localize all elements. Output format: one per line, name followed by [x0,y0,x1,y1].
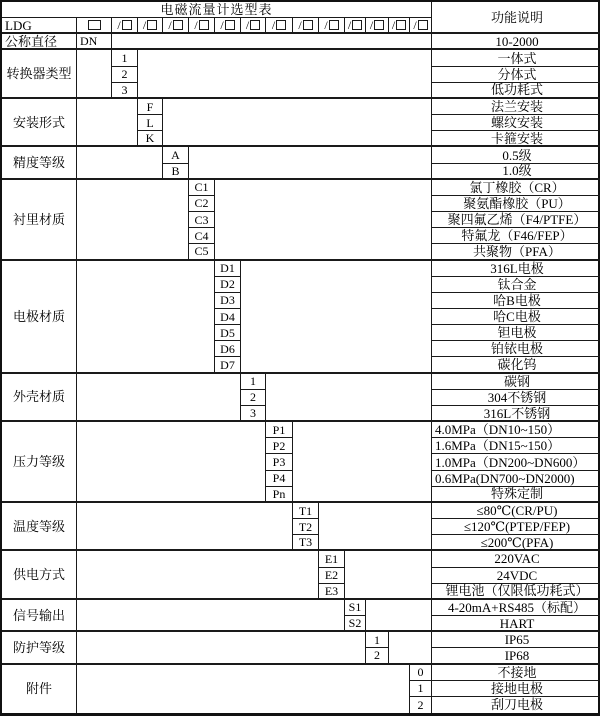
empty-cell [293,422,432,503]
description-cell: 锂电池（仅限低功耗式） [432,584,600,600]
model-box-cell: / [112,18,138,34]
code-cell: 2 [410,697,432,713]
group-label: 公称直径 [2,34,77,50]
description-cell: 220VAC [432,551,600,567]
group-label: 信号输出 [2,600,77,632]
description-cell: 0.6MPa(DN700~DN2000) [432,471,600,487]
group-label: 衬里材质 [2,180,77,261]
table-title: 电磁流量计选型表 [2,2,432,18]
description-cell: ≤120℃(PTEP/FEP) [432,519,600,535]
model-prefix: LDG [2,18,77,34]
empty-cell [389,632,432,664]
code-cell: 3 [112,83,138,99]
empty-cell [77,551,319,599]
description-cell: 碳钢 [432,374,600,390]
description-cell: 铂铱电极 [432,341,600,357]
code-cell: 1 [366,632,389,648]
code-cell: D3 [215,293,241,309]
description-cell: 分体式 [432,67,600,83]
selection-box-icon [374,20,384,30]
empty-cell [241,261,432,374]
code-cell: P3 [266,454,293,470]
empty-cell [319,503,432,551]
code-cell: T2 [293,519,319,535]
code-cell: 0 [410,665,432,681]
group-label: 压力等级 [2,422,77,503]
selection-box-icon [276,20,286,30]
description-cell: 一体式 [432,50,600,66]
code-cell: S1 [345,600,366,616]
description-cell: 4.0MPa（DN10~150） [432,422,600,438]
code-cell: 2 [241,390,266,406]
description-cell: 接地电极 [432,681,600,697]
code-cell: 1 [112,50,138,66]
empty-cell [77,374,241,422]
code-cell: C3 [189,212,215,228]
description-cell: 法兰安装 [432,99,600,115]
code-cell: S2 [345,616,366,632]
description-cell: 10-2000 [432,34,600,50]
selection-box-icon [88,20,101,30]
empty-cell [77,261,215,374]
code-cell: Pn [266,487,293,503]
description-cell: 0.5级 [432,147,600,163]
description-cell: 卡箍安装 [432,131,600,147]
description-cell: 聚氨酯橡胶（PU） [432,196,600,212]
description-cell: 特殊定制 [432,487,600,503]
code-cell: E3 [319,584,345,600]
group-label: 温度等级 [2,503,77,551]
selection-box-icon [352,20,362,30]
selection-box-icon [122,20,132,30]
description-cell: 316L电极 [432,261,600,277]
empty-cell [77,600,345,632]
code-cell: C2 [189,196,215,212]
description-cell: 碳化钨 [432,357,600,373]
selection-box-icon [225,20,235,30]
description-cell: 304不锈钢 [432,390,600,406]
empty-cell [112,34,432,50]
description-cell: 哈C电极 [432,309,600,325]
description-cell: 24VDC [432,568,600,584]
description-cell: 螺纹安装 [432,115,600,131]
empty-cell [77,503,293,551]
model-box-cell: / [163,18,189,34]
description-cell: HART [432,616,600,632]
model-box-cell: / [345,18,366,34]
description-cell: ≤80℃(CR/PU) [432,503,600,519]
selection-box-icon [396,20,406,30]
group-label: 电极材质 [2,261,77,374]
selection-box-icon [329,20,339,30]
code-cell: C1 [189,180,215,196]
code-cell: K [138,131,163,147]
code-cell: 3 [241,406,266,422]
description-cell: 聚四氟乙烯（F4/PTFE） [432,212,600,228]
code-cell: L [138,115,163,131]
description-cell: 特氟龙（F46/FEP） [432,228,600,244]
code-cell: 2 [112,67,138,83]
description-cell: 不接地 [432,665,600,681]
empty-cell [77,180,189,261]
empty-cell [215,180,432,261]
selection-box-icon [250,20,260,30]
description-cell: 1.0级 [432,164,600,180]
model-box-cell: / [389,18,410,34]
description-cell: 4-20mA+RS485（标配） [432,600,600,616]
code-cell: DN [77,34,112,50]
code-cell: D4 [215,309,241,325]
description-cell: 1.0MPa（DN200~DN600） [432,454,600,470]
group-label: 供电方式 [2,551,77,599]
empty-cell [77,665,410,713]
code-cell: D1 [215,261,241,277]
code-cell: E1 [319,551,345,567]
selection-box-icon [173,20,183,30]
model-box-cell: / [410,18,432,34]
code-cell: 1 [241,374,266,390]
code-cell: C4 [189,228,215,244]
code-cell: C5 [189,244,215,260]
selection-box-icon [147,20,157,30]
group-label: 精度等级 [2,147,77,179]
code-cell: 1 [410,681,432,697]
group-label: 防护等级 [2,632,77,664]
model-box-cell: / [266,18,293,34]
description-cell: IP68 [432,648,600,664]
code-cell: T1 [293,503,319,519]
empty-cell [77,632,366,664]
empty-cell [163,99,432,147]
model-box-cell: / [189,18,215,34]
description-cell: 氯丁橡胶（CR） [432,180,600,196]
model-box-cell: / [241,18,266,34]
code-cell: D7 [215,357,241,373]
code-cell: B [163,164,189,180]
model-box-cell: / [138,18,163,34]
model-box-cell [77,18,112,34]
model-box-cell: / [319,18,345,34]
description-cell: 低功耗式 [432,83,600,99]
description-cell: 共聚物（PFA） [432,244,600,260]
selection-box-icon [418,20,428,30]
code-cell: P2 [266,438,293,454]
description-cell: 316L不锈钢 [432,406,600,422]
empty-cell [77,147,163,179]
model-box-cell: / [215,18,241,34]
group-label: 安装形式 [2,99,77,147]
code-cell: D2 [215,277,241,293]
code-cell: E2 [319,568,345,584]
code-cell: A [163,147,189,163]
empty-cell [366,600,432,632]
empty-cell [345,551,432,599]
group-label: 外壳材质 [2,374,77,422]
code-cell: T3 [293,535,319,551]
description-cell: 钛合金 [432,277,600,293]
description-cell: IP65 [432,632,600,648]
description-cell: 刮刀电极 [490,697,543,713]
empty-cell [77,99,138,147]
empty-cell [266,374,432,422]
code-cell: D5 [215,325,241,341]
description-cell: 哈B电极 [432,293,600,309]
code-cell: P1 [266,422,293,438]
code-cell: P4 [266,471,293,487]
group-label: 转换器类型 [2,50,77,98]
description-cell: 1.6MPa（DN15~150） [432,438,600,454]
empty-cell [77,50,112,98]
description-cell: 钽电极 [432,325,600,341]
code-cell: 2 [366,648,389,664]
model-box-cell: / [293,18,319,34]
function-column-header: 功能说明 [432,2,600,34]
description-cell: ≤200℃(PFA) [432,535,600,551]
selection-box-icon [199,20,209,30]
model-box-cell: / [366,18,389,34]
empty-cell [189,147,432,179]
empty-cell [77,422,266,503]
selection-box-icon [303,20,313,30]
empty-cell [138,50,432,98]
code-cell: F [138,99,163,115]
code-cell: D6 [215,341,241,357]
group-label: 附件 [2,665,77,713]
